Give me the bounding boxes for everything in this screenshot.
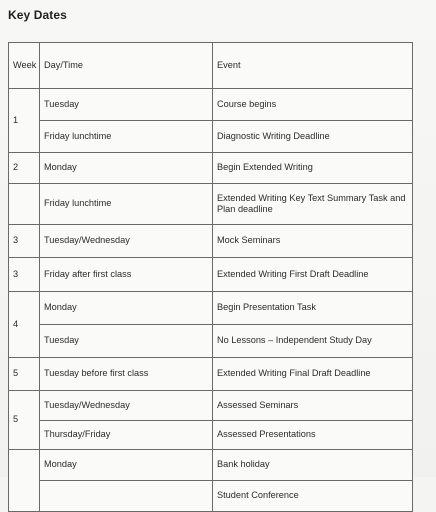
table-row (9, 325, 413, 358)
event-cell: Assessed Presentations (213, 421, 413, 450)
day-cell: Monday (40, 292, 213, 325)
event-cell: Bank holiday (213, 450, 413, 481)
event-cell: Student Conference (213, 481, 413, 512)
week-cell (9, 184, 40, 225)
header-week: Week (9, 43, 40, 89)
table-header-row (9, 43, 413, 89)
table-row (9, 225, 413, 258)
day-cell: Friday lunchtime (40, 121, 213, 153)
week-cell: 4 (9, 292, 40, 358)
event-cell: Begin Presentation Task (213, 292, 413, 325)
event-cell: Assessed Seminars (213, 391, 413, 421)
week-cell: 2 (9, 153, 40, 184)
page-title: Key Dates (8, 8, 67, 22)
day-cell: Monday (40, 153, 213, 184)
key-dates-table (8, 42, 413, 512)
week-cell: 5 (9, 358, 40, 391)
day-cell: Tuesday/Wednesday (40, 225, 213, 258)
day-cell: Friday lunchtime (40, 184, 213, 225)
day-cell: Tuesday before first class (40, 358, 213, 391)
day-cell: Tuesday (40, 325, 213, 358)
week-cell: 1 (9, 89, 40, 153)
table-row (9, 292, 413, 325)
table-row (9, 358, 413, 391)
table-row (9, 450, 413, 481)
event-cell: Course begins (213, 89, 413, 121)
header-event: Event (213, 43, 413, 89)
table-row (9, 391, 413, 421)
day-cell: Monday (40, 450, 213, 481)
table-row (9, 89, 413, 121)
event-cell: Extended Writing Final Draft Deadline (213, 358, 413, 391)
table-row (9, 481, 413, 512)
table-row (9, 153, 413, 184)
day-cell: Tuesday (40, 89, 213, 121)
table-row (9, 184, 413, 225)
day-cell: Thursday/Friday (40, 421, 213, 450)
week-cell: 3 (9, 258, 40, 292)
table-row (9, 258, 413, 292)
event-cell: Begin Extended Writing (213, 153, 413, 184)
header-day-time: Day/Time (40, 43, 213, 89)
event-cell: No Lessons – Independent Study Day (213, 325, 413, 358)
table-row (9, 121, 413, 153)
event-cell: Extended Writing First Draft Deadline (213, 258, 413, 292)
day-cell: Tuesday/Wednesday (40, 391, 213, 421)
week-cell: 3 (9, 225, 40, 258)
week-cell (9, 450, 40, 512)
table-row (9, 421, 413, 450)
event-cell: Mock Seminars (213, 225, 413, 258)
day-cell: Friday after first class (40, 258, 213, 292)
week-cell: 5 (9, 391, 40, 450)
day-cell (40, 481, 213, 512)
event-cell: Diagnostic Writing Deadline (213, 121, 413, 153)
event-cell: Extended Writing Key Text Summary Task and Plan deadline (213, 184, 413, 225)
